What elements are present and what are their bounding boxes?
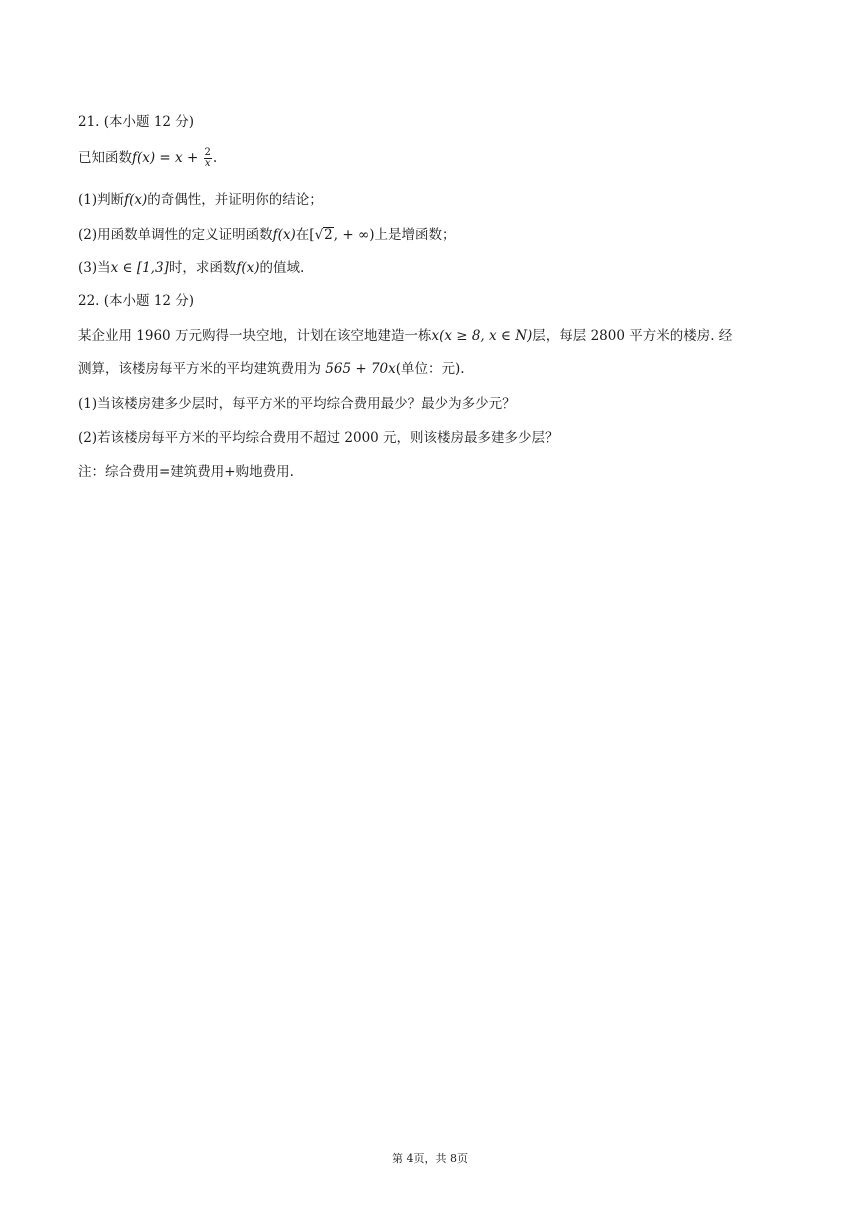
q22-l2-pre: 测算，该楼房每平方米的平均建筑费用为	[78, 361, 326, 377]
q22-l2-math: 565 + 70x	[325, 361, 396, 377]
q21-p3-mid: 时，求函数	[168, 260, 237, 276]
q21-p2-sqrt-radicand: 2	[324, 227, 333, 243]
q22-line-1	[78, 326, 732, 346]
q21-header: 21. (本小题 12 分)	[78, 114, 195, 130]
q21-p2-in: 在[	[295, 227, 315, 243]
q21-frac-numerator: 2	[204, 147, 211, 158]
q21-stem-post: .	[212, 150, 218, 166]
q21-part-1	[78, 190, 323, 210]
q21-p3-post: 的值域.	[259, 260, 305, 276]
q21-stem-pre: 已知函数	[78, 150, 132, 166]
q22-part-2: (2)若该楼房每平方米的平均综合费用不超过 2000 元，则该楼房最多建多少层？	[78, 430, 559, 446]
q21-p2-post: 上是增函数；	[374, 227, 456, 243]
q21-p3-pre: (3)当	[78, 260, 111, 276]
q21-p2-fx: f(x)	[272, 227, 296, 243]
q22-header: 22. (本小题 12 分)	[78, 293, 195, 309]
q21-p1-pre: (1)判断	[78, 192, 125, 208]
q21-frac-denominator: x	[204, 158, 211, 169]
q21-part-2	[78, 225, 455, 245]
sqrt-symbol: √	[314, 227, 324, 243]
q22-l1-math: x(x ≥ 8, x ∈ N)	[431, 328, 533, 344]
q21-p3-fx: f(x)	[236, 260, 260, 276]
page-footer: 第 4页，共 8页	[392, 1152, 468, 1165]
q21-p2-interval-end: , + ∞)	[333, 227, 375, 243]
q21-fraction	[204, 148, 212, 169]
q21-p2-pre: (2)用函数单调性的定义证明函数	[78, 227, 273, 243]
q22-part-1: (1)当该楼房建多少层时，每平方米的平均综合费用最少？最少为多少元？	[78, 396, 516, 412]
q22-l2-post: (单位：元).	[395, 361, 465, 377]
q22-line-2	[78, 359, 465, 379]
q21-function-expr: f(x) = x +	[132, 150, 203, 166]
q21-part-3	[78, 258, 304, 278]
q21-p1-fx: f(x)	[124, 192, 148, 208]
q21-p3-cond: x ∈ [1,3]	[110, 260, 169, 276]
q22-l1-pre: 某企业用 1960 万元购得一块空地，计划在该空地建造一栋	[78, 328, 432, 344]
q22-note: 注：综合费用=建筑费用+购地费用.	[78, 464, 294, 480]
q21-p1-post: 的奇偶性，并证明你的结论；	[147, 192, 323, 208]
q22-l1-post: 层，每层 2800 平方米的楼房. 经	[532, 328, 733, 344]
q21-stem	[78, 148, 217, 169]
